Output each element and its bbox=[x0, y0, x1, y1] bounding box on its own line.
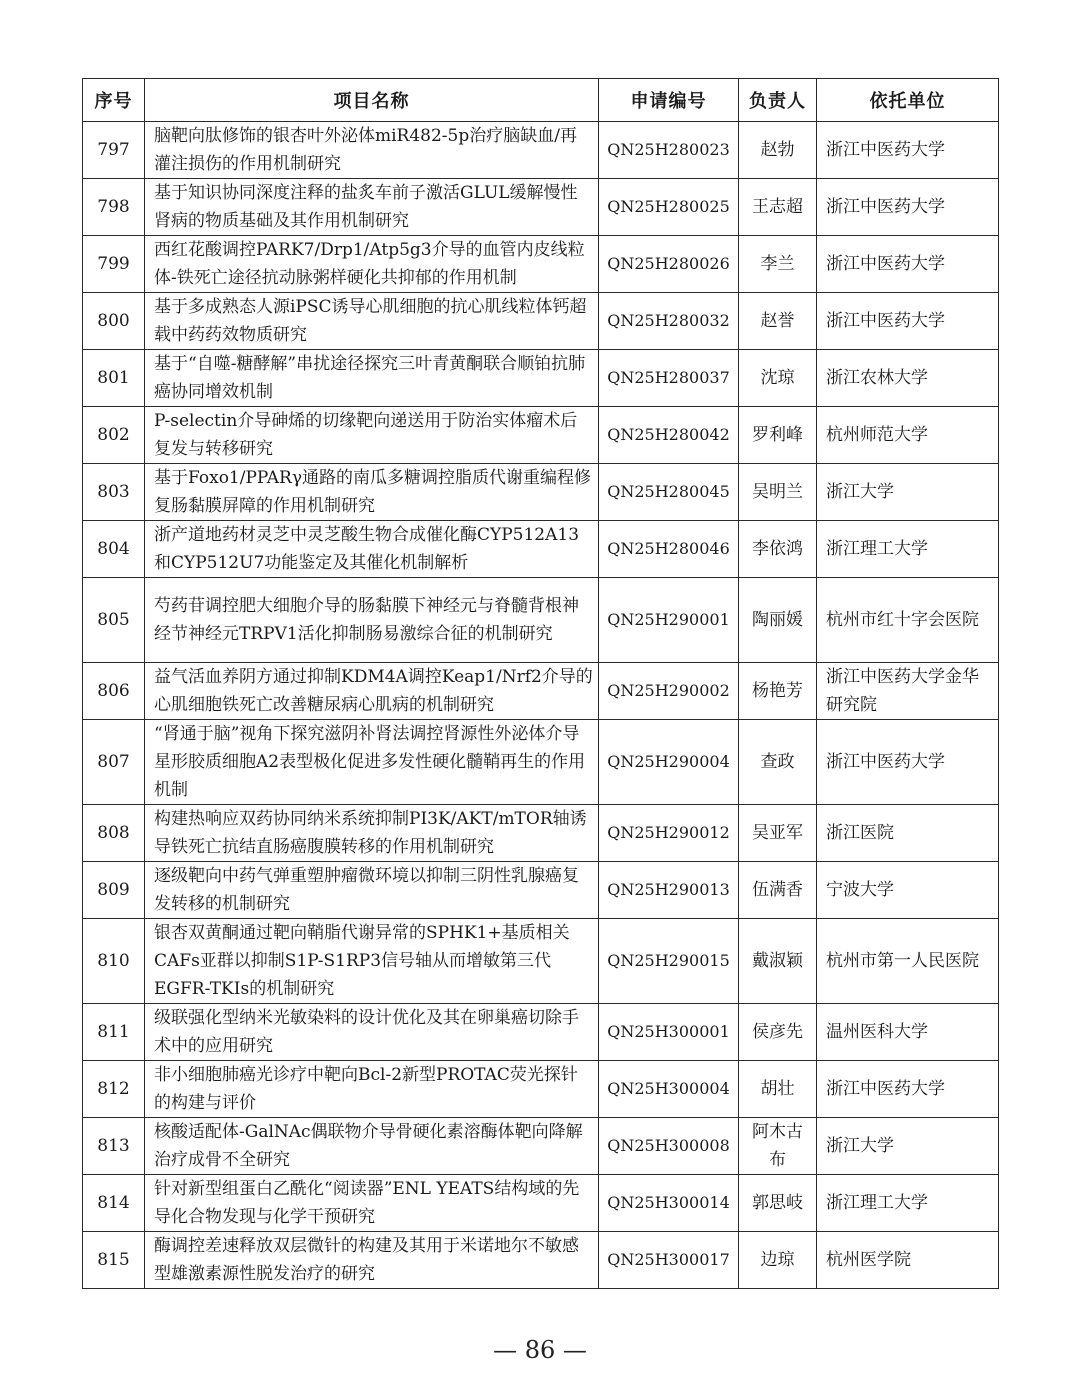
project-title: 逐级靶向中药气弹重塑肿瘤微环境以抑制三阴性乳腺癌复发转移的机制研究 bbox=[145, 862, 599, 919]
principal-investigator: 查政 bbox=[739, 720, 817, 805]
header-principal-investigator: 负责人 bbox=[739, 79, 817, 122]
header-serial-number: 序号 bbox=[83, 79, 145, 122]
principal-investigator: 郭思岐 bbox=[739, 1175, 817, 1232]
principal-investigator: 吴亚军 bbox=[739, 805, 817, 862]
serial-number: 810 bbox=[83, 919, 145, 1004]
header-host-institution: 依托单位 bbox=[817, 79, 999, 122]
project-title: 西红花酸调控PARK7/Drp1/Atp5g3介导的血管内皮线粒体-铁死亡途径抗动脉粥样硬化共抑郁的作用机制 bbox=[145, 236, 599, 293]
host-institution: 浙江中医药大学 bbox=[817, 236, 999, 293]
principal-investigator: 赵誉 bbox=[739, 293, 817, 350]
host-institution: 浙江中医药大学金华研究院 bbox=[817, 663, 999, 720]
table-row bbox=[83, 350, 999, 407]
host-institution: 浙江中医药大学 bbox=[817, 1061, 999, 1118]
serial-number: 805 bbox=[83, 578, 145, 663]
serial-number: 809 bbox=[83, 862, 145, 919]
host-institution: 浙江理工大学 bbox=[817, 521, 999, 578]
application-code: QN25H280032 bbox=[599, 293, 739, 350]
host-institution: 杭州市红十字会医院 bbox=[817, 578, 999, 663]
serial-number: 813 bbox=[83, 1118, 145, 1175]
principal-investigator: 边琼 bbox=[739, 1232, 817, 1289]
table-row bbox=[83, 1232, 999, 1289]
project-title: 酶调控差速释放双层微针的构建及其用于米诺地尔不敏感型雄激素源性脱发治疗的研究 bbox=[145, 1232, 599, 1289]
host-institution: 浙江中医药大学 bbox=[817, 122, 999, 179]
project-title: 核酸适配体-GalNAc偶联物介导骨硬化素溶酶体靶向降解治疗成骨不全研究 bbox=[145, 1118, 599, 1175]
host-institution: 浙江理工大学 bbox=[817, 1175, 999, 1232]
table-row bbox=[83, 862, 999, 919]
project-title: 基于知识协同深度注释的盐炙车前子激活GLUL缓解慢性肾病的物质基础及其作用机制研究 bbox=[145, 179, 599, 236]
application-code: QN25H290004 bbox=[599, 720, 739, 805]
table-row bbox=[83, 1004, 999, 1061]
project-table bbox=[82, 78, 999, 1289]
serial-number: 800 bbox=[83, 293, 145, 350]
table-row bbox=[83, 805, 999, 862]
serial-number: 802 bbox=[83, 407, 145, 464]
serial-number: 803 bbox=[83, 464, 145, 521]
project-title: 银杏双黄酮通过靶向鞘脂代谢异常的SPHK1+基质相关CAFs亚群以抑制S1P-S1RP3信号轴从而增敏第三代EGFR-TKIs的机制研究 bbox=[145, 919, 599, 1004]
application-code: QN25H300014 bbox=[599, 1175, 739, 1232]
host-institution: 浙江中医药大学 bbox=[817, 720, 999, 805]
project-title: 级联强化型纳米光敏染料的设计优化及其在卵巢癌切除手术中的应用研究 bbox=[145, 1004, 599, 1061]
application-code: QN25H300001 bbox=[599, 1004, 739, 1061]
header-project-name: 项目名称 bbox=[145, 79, 599, 122]
principal-investigator: 侯彦先 bbox=[739, 1004, 817, 1061]
application-code: QN25H280026 bbox=[599, 236, 739, 293]
application-code: QN25H280042 bbox=[599, 407, 739, 464]
principal-investigator: 吴明兰 bbox=[739, 464, 817, 521]
page-number: — 86 — bbox=[493, 1336, 587, 1364]
project-title: 针对新型组蛋白乙酰化“阅读器”ENL YEATS结构域的先导化合物发现与化学干预研究 bbox=[145, 1175, 599, 1232]
application-code: QN25H290012 bbox=[599, 805, 739, 862]
project-title: “肾通于脑”视角下探究滋阴补肾法调控肾源性外泌体介导星形胶质细胞A2表型极化促进多发性硬化髓鞘再生的作用机制 bbox=[145, 720, 599, 805]
host-institution: 温州医科大学 bbox=[817, 1004, 999, 1061]
serial-number: 806 bbox=[83, 663, 145, 720]
principal-investigator: 王志超 bbox=[739, 179, 817, 236]
principal-investigator: 陶丽媛 bbox=[739, 578, 817, 663]
project-title: 脑靶向肽修饰的银杏叶外泌体miR482-5p治疗脑缺血/再灌注损伤的作用机制研究 bbox=[145, 122, 599, 179]
application-code: QN25H300008 bbox=[599, 1118, 739, 1175]
application-code: QN25H290015 bbox=[599, 919, 739, 1004]
table-row bbox=[83, 407, 999, 464]
serial-number: 807 bbox=[83, 720, 145, 805]
application-code: QN25H280025 bbox=[599, 179, 739, 236]
host-institution: 浙江中医药大学 bbox=[817, 179, 999, 236]
project-title: P-selectin介导砷烯的切缘靶向递送用于防治实体瘤术后复发与转移研究 bbox=[145, 407, 599, 464]
table-row bbox=[83, 293, 999, 350]
application-code: QN25H300004 bbox=[599, 1061, 739, 1118]
table-row bbox=[83, 578, 999, 663]
project-title: 浙产道地药材灵芝中灵芝酸生物合成催化酶CYP512A13和CYP512U7功能鉴定及其催化机制解析 bbox=[145, 521, 599, 578]
host-institution: 杭州师范大学 bbox=[817, 407, 999, 464]
table-row bbox=[83, 663, 999, 720]
table-row bbox=[83, 1175, 999, 1232]
serial-number: 804 bbox=[83, 521, 145, 578]
table-row bbox=[83, 1118, 999, 1175]
table-row bbox=[83, 521, 999, 578]
serial-number: 811 bbox=[83, 1004, 145, 1061]
table-row bbox=[83, 720, 999, 805]
serial-number: 801 bbox=[83, 350, 145, 407]
table-row bbox=[83, 1061, 999, 1118]
application-code: QN25H290002 bbox=[599, 663, 739, 720]
project-list-sheet bbox=[82, 78, 998, 1289]
serial-number: 797 bbox=[83, 122, 145, 179]
application-code: QN25H290001 bbox=[599, 578, 739, 663]
host-institution: 浙江农林大学 bbox=[817, 350, 999, 407]
application-code: QN25H280046 bbox=[599, 521, 739, 578]
host-institution: 宁波大学 bbox=[817, 862, 999, 919]
serial-number: 808 bbox=[83, 805, 145, 862]
serial-number: 812 bbox=[83, 1061, 145, 1118]
header-application-code: 申请编号 bbox=[599, 79, 739, 122]
host-institution: 浙江大学 bbox=[817, 1118, 999, 1175]
principal-investigator: 李依鸿 bbox=[739, 521, 817, 578]
serial-number: 799 bbox=[83, 236, 145, 293]
table-row bbox=[83, 179, 999, 236]
principal-investigator: 沈琼 bbox=[739, 350, 817, 407]
project-title: 构建热响应双药协同纳米系统抑制PI3K/AKT/mTOR轴诱导铁死亡抗结直肠癌腹膜转移的作用机制研究 bbox=[145, 805, 599, 862]
table-header-row bbox=[83, 79, 999, 122]
project-title: 芍药苷调控肥大细胞介导的肠黏膜下神经元与脊髓背根神经节神经元TRPV1活化抑制肠易激综合征的机制研究 bbox=[145, 578, 599, 663]
application-code: QN25H300017 bbox=[599, 1232, 739, 1289]
table-row bbox=[83, 464, 999, 521]
table-row bbox=[83, 919, 999, 1004]
principal-investigator: 胡壮 bbox=[739, 1061, 817, 1118]
host-institution: 杭州医学院 bbox=[817, 1232, 999, 1289]
serial-number: 815 bbox=[83, 1232, 145, 1289]
principal-investigator: 罗利峰 bbox=[739, 407, 817, 464]
host-institution: 浙江医院 bbox=[817, 805, 999, 862]
principal-investigator: 阿木古布 bbox=[739, 1118, 817, 1175]
principal-investigator: 杨艳芳 bbox=[739, 663, 817, 720]
application-code: QN25H290013 bbox=[599, 862, 739, 919]
host-institution: 杭州市第一人民医院 bbox=[817, 919, 999, 1004]
project-title: 基于多成熟态人源iPSC诱导心肌细胞的抗心肌线粒体钙超载中药药效物质研究 bbox=[145, 293, 599, 350]
project-title: 基于Foxo1/PPARγ通路的南瓜多糖调控脂质代谢重编程修复肠黏膜屏障的作用机制研究 bbox=[145, 464, 599, 521]
application-code: QN25H280045 bbox=[599, 464, 739, 521]
serial-number: 814 bbox=[83, 1175, 145, 1232]
table-row bbox=[83, 236, 999, 293]
principal-investigator: 伍满香 bbox=[739, 862, 817, 919]
host-institution: 浙江大学 bbox=[817, 464, 999, 521]
project-title: 基于“自噬-糖酵解”串扰途径探究三叶青黄酮联合顺铂抗肺癌协同增效机制 bbox=[145, 350, 599, 407]
project-title: 益气活血养阴方通过抑制KDM4A调控Keap1/Nrf2介导的心肌细胞铁死亡改善糖尿病心肌病的机制研究 bbox=[145, 663, 599, 720]
principal-investigator: 李兰 bbox=[739, 236, 817, 293]
serial-number: 798 bbox=[83, 179, 145, 236]
project-title: 非小细胞肺癌光诊疗中靶向Bcl-2新型PROTAC荧光探针的构建与评价 bbox=[145, 1061, 599, 1118]
table-row bbox=[83, 122, 999, 179]
host-institution: 浙江中医药大学 bbox=[817, 293, 999, 350]
application-code: QN25H280037 bbox=[599, 350, 739, 407]
principal-investigator: 赵勃 bbox=[739, 122, 817, 179]
principal-investigator: 戴淑颖 bbox=[739, 919, 817, 1004]
application-code: QN25H280023 bbox=[599, 122, 739, 179]
